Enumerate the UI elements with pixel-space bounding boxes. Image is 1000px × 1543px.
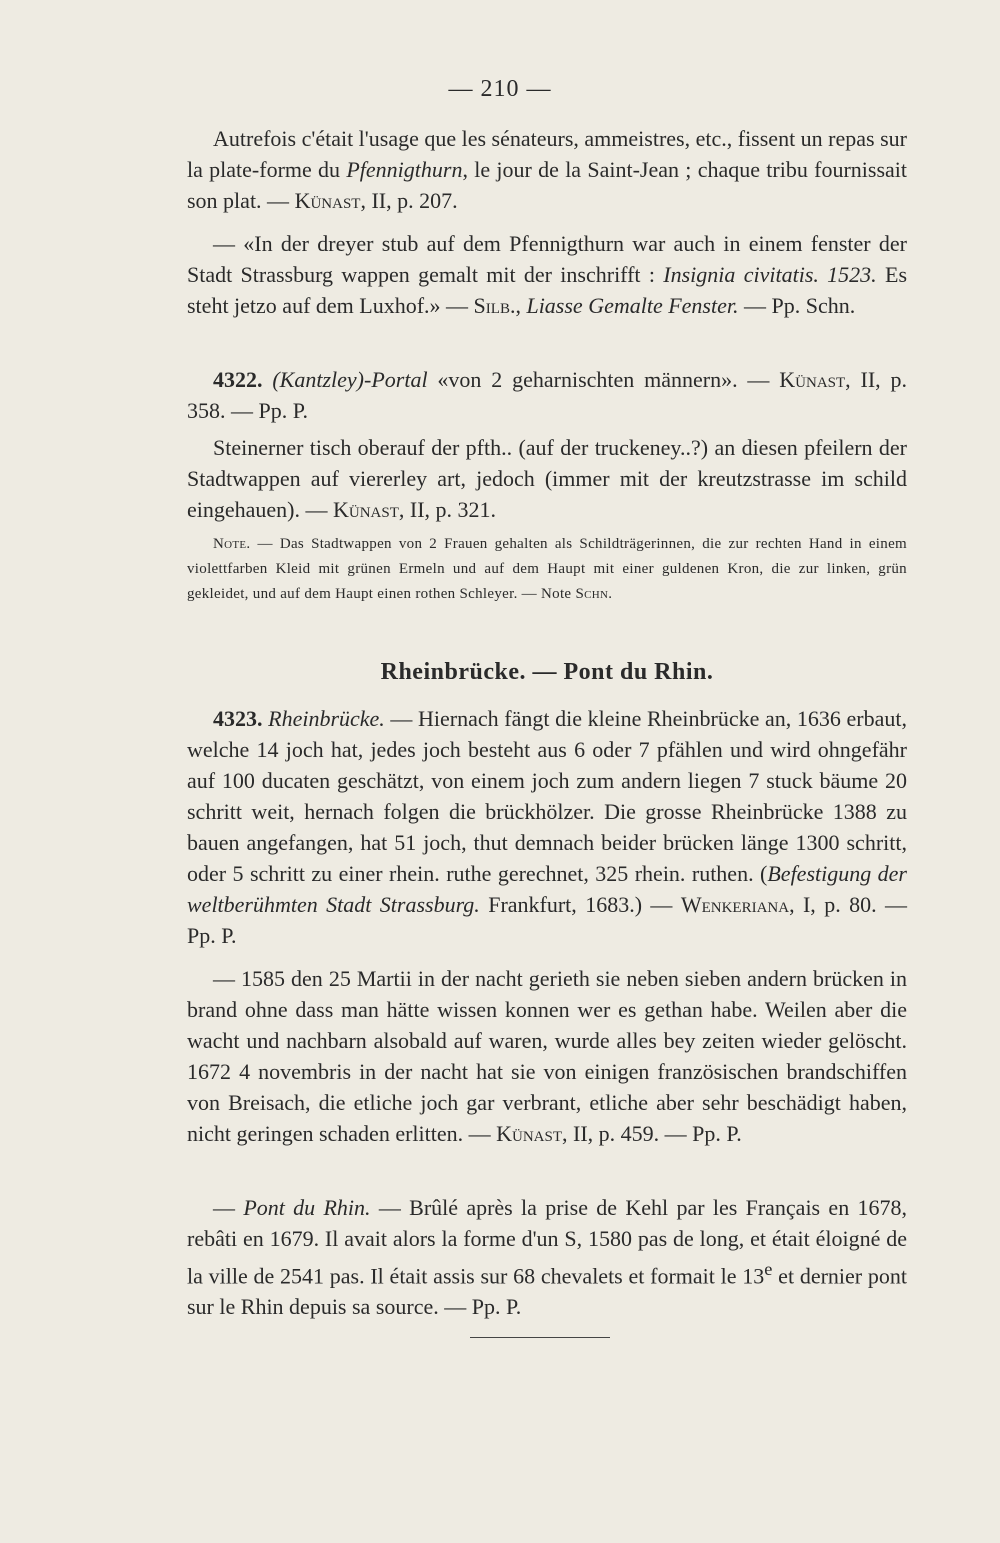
note-stadtwappen: [187, 532, 907, 607]
text: , II, p. 321.: [398, 497, 497, 522]
text: , II, p. 207.: [360, 188, 458, 213]
paragraph-pfennigthurn-repas: [187, 123, 907, 216]
text: — Brûlé après la prise de Kehl par les Français en 1678, rebâti en 1679. Il avait alors la forme d'un S, 1580 pas de long, et était éloigné de la ville de 2541 pas. Il était assis sur 68 chevalets et formait le 13: [187, 1195, 907, 1289]
text: , le jour de la Saint-Jean ; chaque tribu fournissait son plat. —: [187, 157, 907, 213]
entry-title: Rheinbrücke.: [268, 706, 385, 731]
text: Frankfurt, 1683.) —: [479, 892, 681, 917]
text: , II, p. 459. — Pp. P.: [562, 1121, 742, 1146]
paragraph-steinerner-tisch: [187, 432, 907, 525]
text: — «In der dreyer stub auf dem Pfennigthurn war auch in einem fenster der Stadt Strassburg wappen gemalt mit der inschrifft :: [187, 231, 907, 287]
source-citation: Schn.: [575, 586, 613, 602]
entry-4323: [187, 703, 907, 951]
entry-number: 4322.: [213, 367, 263, 392]
note-label: Note.: [213, 536, 251, 552]
page-number: — 210 —: [448, 76, 552, 102]
text: — Hiernach fängt die kleine Rheinbrücke an, 1636 erbaut, welche 14 joch hat, jedes joch besteht aus 6 oder 7 pfählen und wird ohngefähr auf 100 ducaten geschätzt, von einem joch zum andern liegen 7 stuck bäume 20 schritt weit, hernach folgen die brückhölzer. Die grosse Rheinbrücke 1388 zu bauen angefangen, hat 51 joch, thut demnach beider brücken länge 1300 schritt, oder 5 schritt zu einer rhein. ruthe gerechnet, 325 rhein. ruthen. (: [187, 706, 908, 886]
source-citation: Künast: [294, 188, 361, 213]
text: , II, p. 358. — Pp. P.: [187, 367, 908, 423]
text: , I, p. 80. — Pp. P.: [187, 892, 907, 948]
text: et dernier pont sur le Rhin depuis sa source. — Pp. P.: [187, 1263, 907, 1320]
entry-number: 4323.: [213, 706, 263, 731]
source-citation: Wenkeriana: [680, 892, 790, 917]
text: ,: [515, 293, 527, 318]
source-citation: Künast: [496, 1121, 563, 1146]
italic-title: Befestigung der weltberühmten Stadt Strassburg.: [187, 861, 907, 917]
text: Es steht jetzo auf dem Luxhof.» —: [187, 262, 907, 318]
source-citation: Silb.: [473, 293, 516, 318]
text: «von 2 geharnischten männern». —: [427, 367, 780, 392]
source-citation: Künast: [333, 497, 399, 522]
section-heading: Rheinbrücke. — Pont du Rhin.: [380, 659, 714, 685]
text: — Pp. Schn.: [738, 293, 856, 318]
text: Autrefois c'était l'usage que les sénateurs, ammeistres, etc., fissent un repas sur la plate-forme du: [187, 126, 907, 182]
text: — Das Stadtwappen von 2 Frauen gehalten als Schildträgerinnen, die zur rechten Hand in einem violettfarben Kleid mit grünen Ermeln und auf dem Haupt mit einer guldenen Kron, die zur linken, grün gekleidet, und auf dem Haupt einen rothen Schleyer. — Note: [187, 536, 907, 602]
italic-title: Liasse Gemalte Fenster.: [526, 293, 739, 318]
superscript: e: [764, 1259, 773, 1279]
paragraph-1585-brand: [187, 963, 907, 1149]
italic-term: Pont du Rhin.: [243, 1195, 371, 1220]
italic-term: Pfennigthurn: [346, 157, 463, 182]
paragraph-pont-du-rhin: [187, 1192, 907, 1322]
paragraph-dreyer-stub: [187, 228, 907, 321]
text: —: [213, 1195, 244, 1220]
italic-inscription: Insignia civitatis. 1523.: [663, 262, 877, 287]
closing-rule: [470, 1337, 610, 1338]
text: Steinerner tisch oberauf der pfth.. (auf der truckeney..?) an diesen pfeilern der Stadtwappen auf viererley art, jedoch (immer mit der kreutzstrasse im schild eingehauen). —: [187, 435, 907, 522]
entry-title: (Kantzley)-Portal: [272, 367, 428, 392]
source-citation: Künast: [779, 367, 846, 392]
entry-4322: [187, 364, 907, 426]
text: — 1585 den 25 Martii in der nacht gerieth sie neben sieben andern brücken in brand ohne dass man hätte wissen konnen wer es gethan habe. Weilen aber die wacht und nachbarn alsobald auf waren, wurde alles bey zeiten wieder gelöscht. 1672 4 novembris in der nacht hat sie von einigen französischen brandschiffen von Breisach, die etliche joch gar verbrant, etliche aber sehr beschädigt haben, nicht geringen schaden erlitten. —: [187, 966, 907, 1146]
